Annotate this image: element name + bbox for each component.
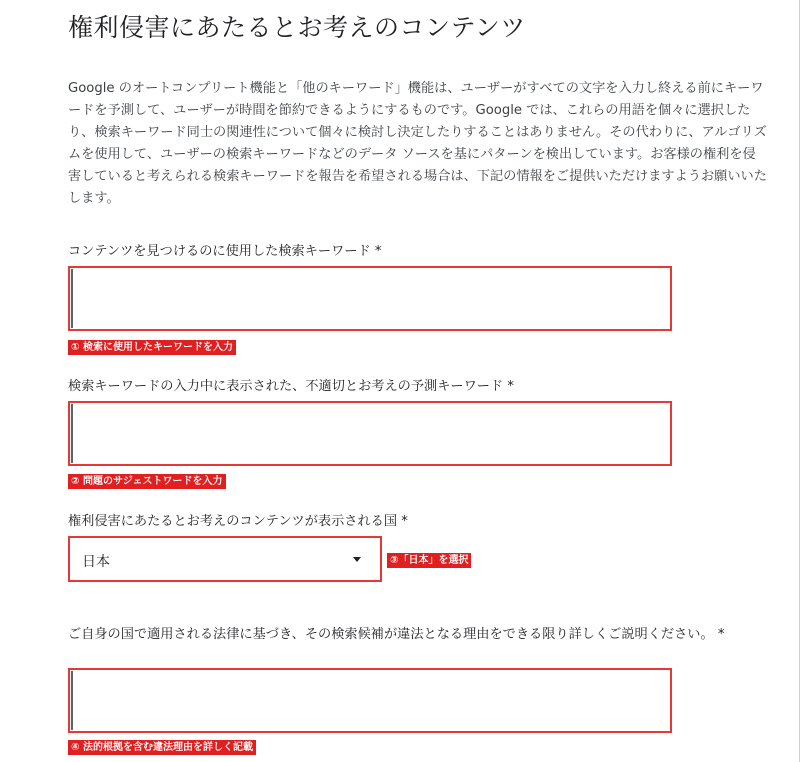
- country-select[interactable]: [68, 536, 382, 582]
- suggested-keyword-label: 検索キーワードの入力中に表示された、不適切とお考えの予測キーワード *: [68, 379, 514, 394]
- intro-paragraph: Google のオートコンプリート機能と「他のキーワード」機能は、ユーザーがすべての文字を入力し終える前にキーワードを予測して、ユーザーが時間を節約できるようにするものです。Google では、これらの用語を個々に選択したり、検索キーワード同士の関連性について個々に検討し決定したりすることはありません。その代わりに、アルゴリズムを使用して、ユーザーの検索キーワードなどのデータ ソースを基にパターンを検出しています。お客様の権利を侵害していると考えられる検索キーワードを報告を希望される場合は、下記の情報をご提供いただけますようお願いいたします。: [68, 81, 767, 206]
- annotation-step-3: ③「日本」を選択: [387, 553, 471, 568]
- suggested-keyword-input[interactable]: [68, 401, 672, 466]
- search-keyword-input[interactable]: [68, 266, 672, 331]
- annotation-step-2: ② 問題のサジェストワードを入力: [68, 474, 226, 489]
- dropdown-caret-icon[interactable]: [353, 557, 361, 562]
- country-selected-value: 日本: [82, 554, 110, 570]
- legal-reason-textarea[interactable]: [68, 668, 672, 733]
- annotation-step-4: ④ 法的根拠を含む違法理由を詳しく記載: [68, 740, 256, 755]
- legal-reason-label: ご自身の国で適用される法律に基づき、その検索候補が違法となる理由をできる限り詳しくご説明ください。 *: [68, 627, 725, 642]
- search-keyword-label: コンテンツを見つけるのに使用した検索キーワード *: [68, 244, 382, 259]
- page-title: 権利侵害にあたるとお考えのコンテンツ: [68, 13, 526, 42]
- country-label: 権利侵害にあたるとお考えのコンテンツが表示される国 *: [68, 514, 408, 529]
- annotation-step-1: ① 検索に使用したキーワードを入力: [68, 340, 236, 355]
